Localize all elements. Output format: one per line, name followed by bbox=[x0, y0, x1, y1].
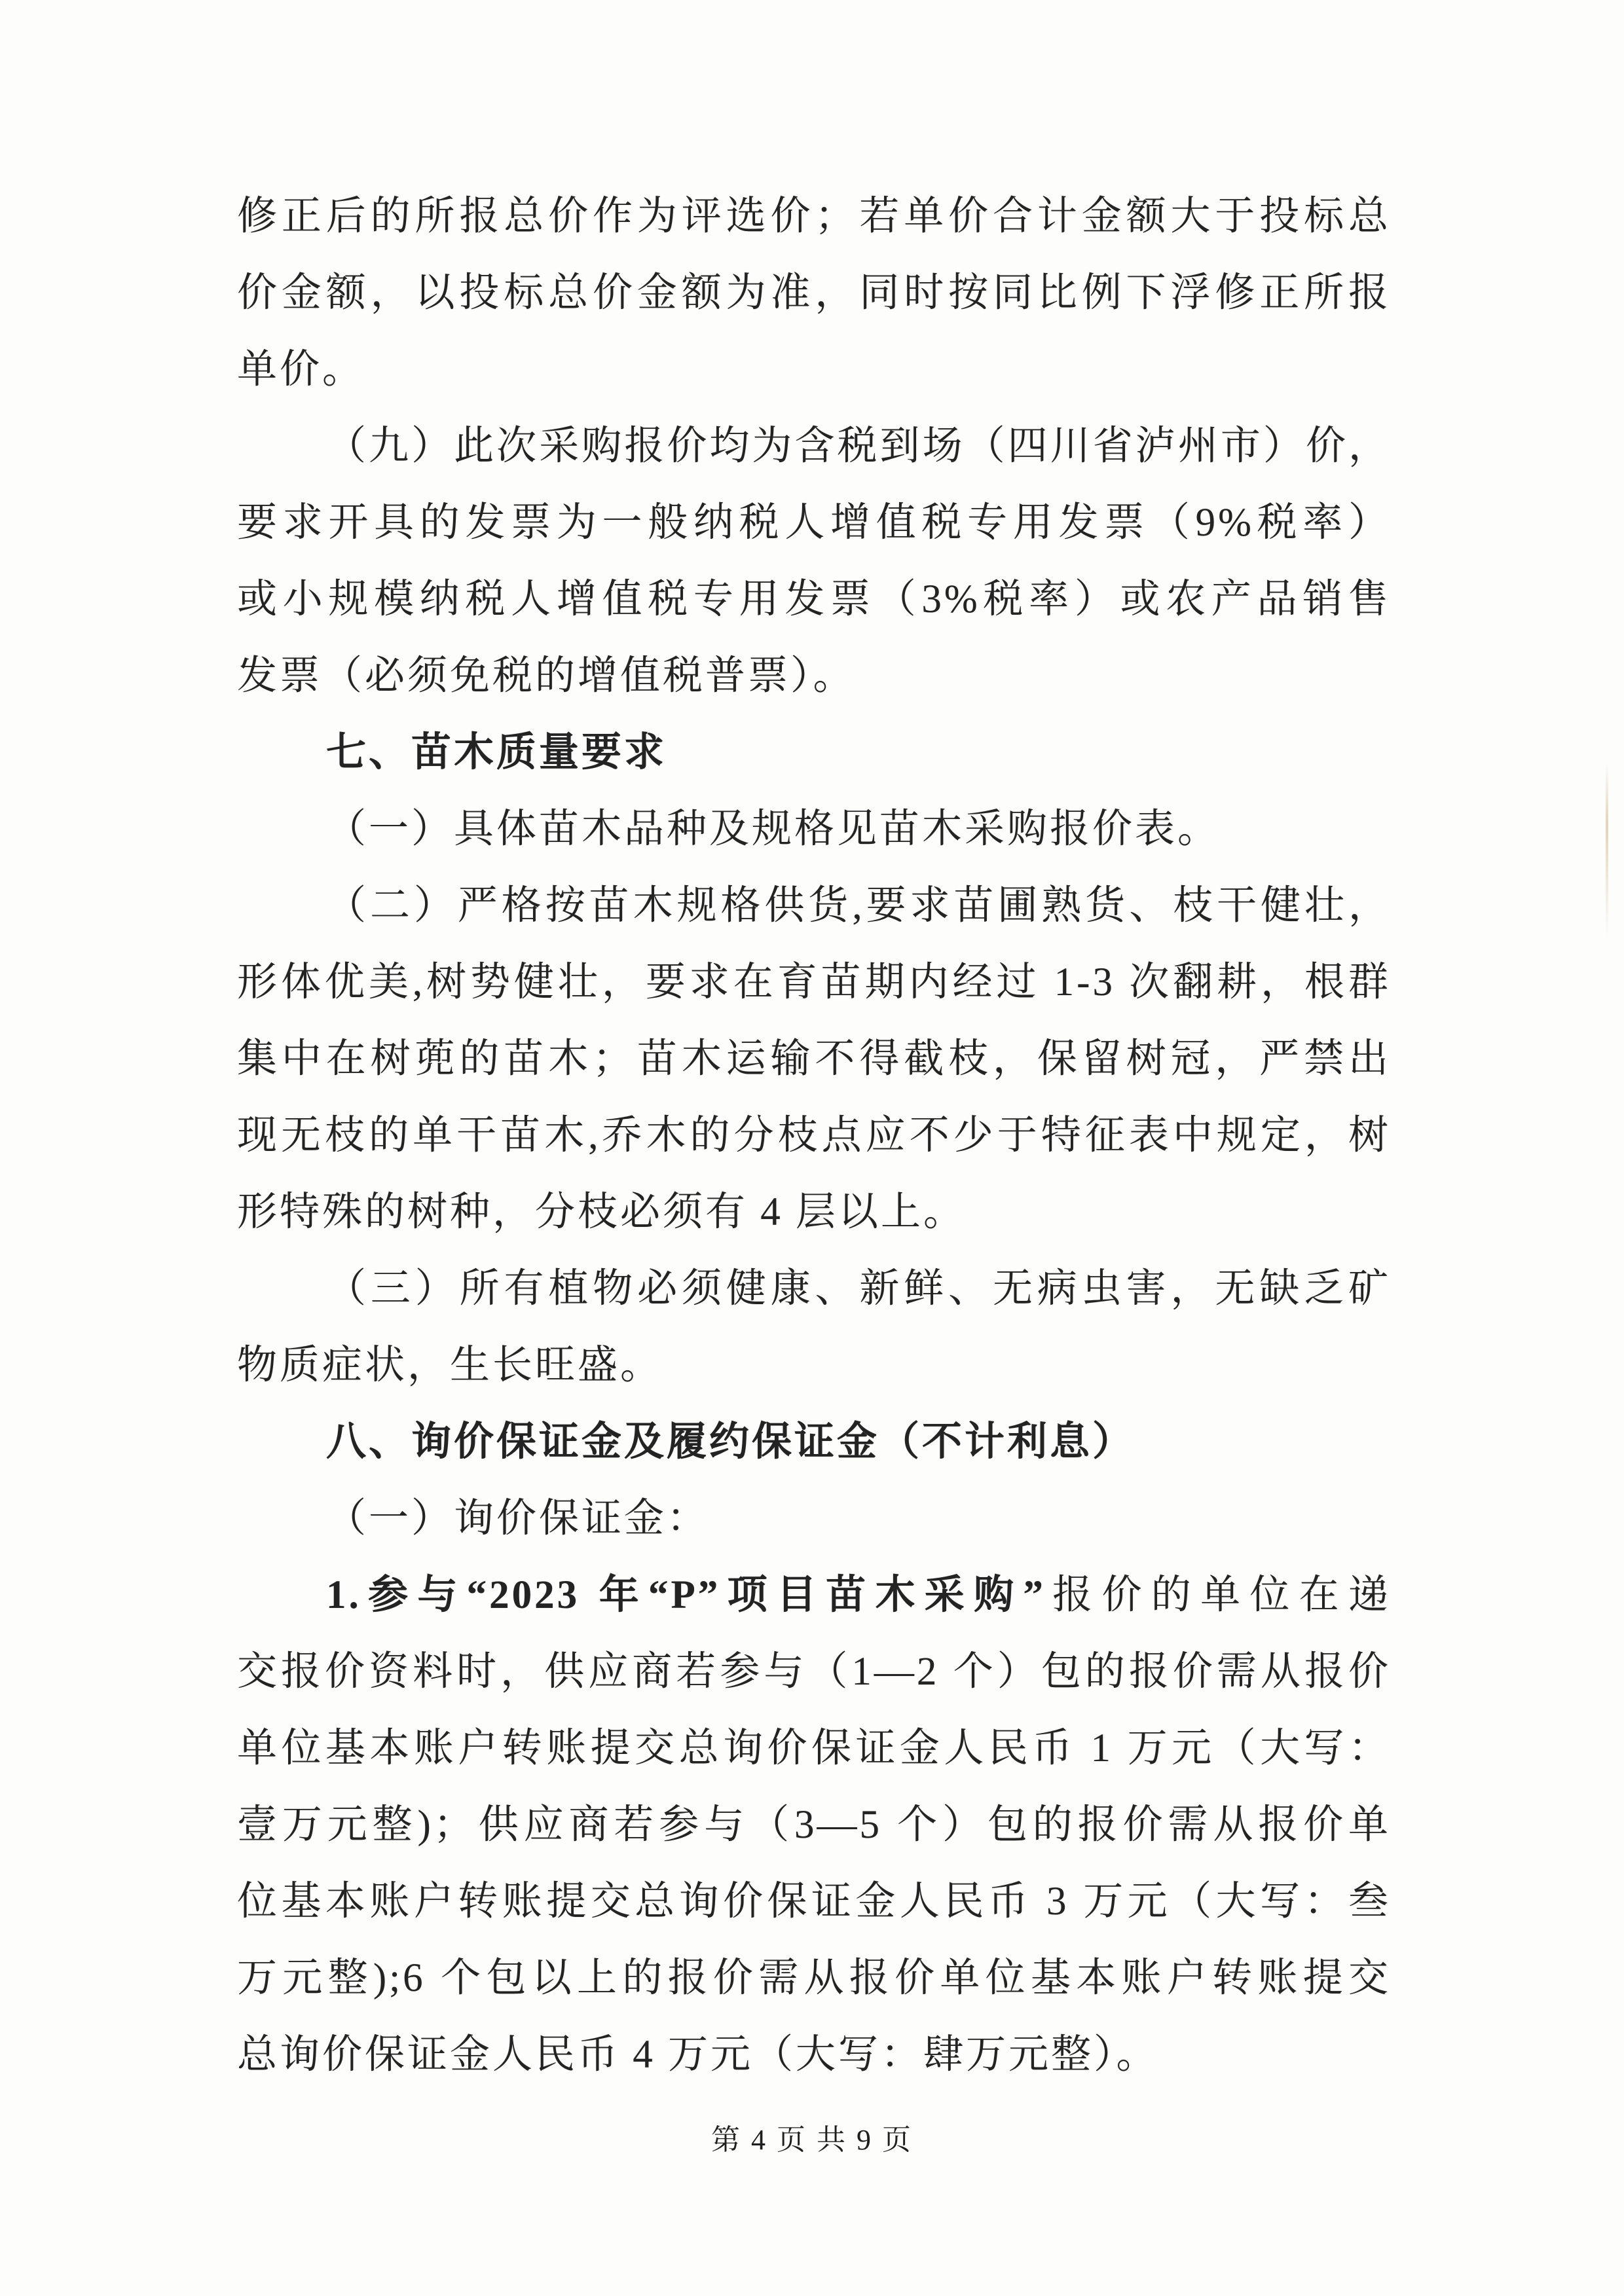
doc-line: （九）此次采购报价均为含税到场（四川省泸州市）价， bbox=[326, 424, 1391, 468]
doc-line: 万元整);6 个包以上的报价需从报价单位基本账户转账提交 bbox=[237, 1956, 1391, 2000]
doc-line: 单价。 bbox=[237, 348, 365, 392]
page-number: 第 4 页 共 9 页 bbox=[711, 2124, 913, 2156]
doc-line: 形体优美,树势健壮，要求在育苗期内经过 1-3 次翻耕，根群 bbox=[237, 960, 1391, 1004]
doc-line: 位基本账户转账提交总询价保证金人民币 3 万元（大写：叁 bbox=[237, 1880, 1391, 1923]
doc-line: 现无枝的单干苗木,乔木的分枝点应不少于特征表中规定，树 bbox=[237, 1114, 1391, 1157]
doc-line-tail: 报价的单位在递 bbox=[1045, 1573, 1391, 1617]
doc-line: （一）具体苗木品种及规格见苗木采购报价表。 bbox=[326, 807, 1221, 851]
document-body bbox=[237, 178, 1391, 2093]
doc-line: 或小规模纳税人增值税专用发票（3%税率）或农产品销售 bbox=[237, 577, 1391, 621]
doc-line: 总询价保证金人民币 4 万元（大写：肆万元整）。 bbox=[237, 2033, 1159, 2077]
doc-line: 交报价资料时，供应商若参与（1—2 个）包的报价需从报价 bbox=[237, 1650, 1391, 1694]
doc-line: 集中在树蔸的苗木；苗木运输不得截枝，保留树冠，严禁出 bbox=[237, 1037, 1391, 1081]
doc-line: 修正后的所报总价作为评选价；若单价合计金额大于投标总 bbox=[237, 194, 1391, 238]
doc-line: 价金额，以投标总价金额为准，同时按同比例下浮修正所报 bbox=[237, 271, 1391, 315]
scan-artifact bbox=[1606, 763, 1608, 939]
doc-line: （一）询价保证金： bbox=[326, 1497, 710, 1540]
doc-line bbox=[237, 1557, 1391, 1633]
doc-line: 物质症状，生长旺盛。 bbox=[237, 1343, 663, 1387]
doc-line: （二）严格按苗木规格供货,要求苗圃熟货、枝干健壮， bbox=[326, 884, 1391, 928]
doc-line: 壹万元整)；供应商若参与（3—5 个）包的报价需从报价单 bbox=[237, 1803, 1391, 1847]
doc-line: 发票（必须免税的增值税普票）。 bbox=[237, 654, 856, 698]
doc-line: 形特殊的树种，分枝必须有 4 层以上。 bbox=[237, 1190, 967, 1234]
heading-section-8: 八、询价保证金及履约保证金（不计利息） bbox=[326, 1420, 1135, 1464]
doc-line: 单位基本账户转账提交总询价保证金人民币 1 万元（大写： bbox=[237, 1726, 1391, 1770]
doc-line: 要求开具的发票为一般纳税人增值税专用发票（9%税率） bbox=[237, 501, 1391, 545]
heading-section-7: 七、苗木质量要求 bbox=[326, 731, 667, 774]
doc-line: （三）所有植物必须健康、新鲜、无病虫害，无缺乏矿 bbox=[326, 1267, 1391, 1311]
doc-line-bold-lead: 1.参与“2023 年“P”项目苗木采购” bbox=[326, 1573, 1046, 1617]
